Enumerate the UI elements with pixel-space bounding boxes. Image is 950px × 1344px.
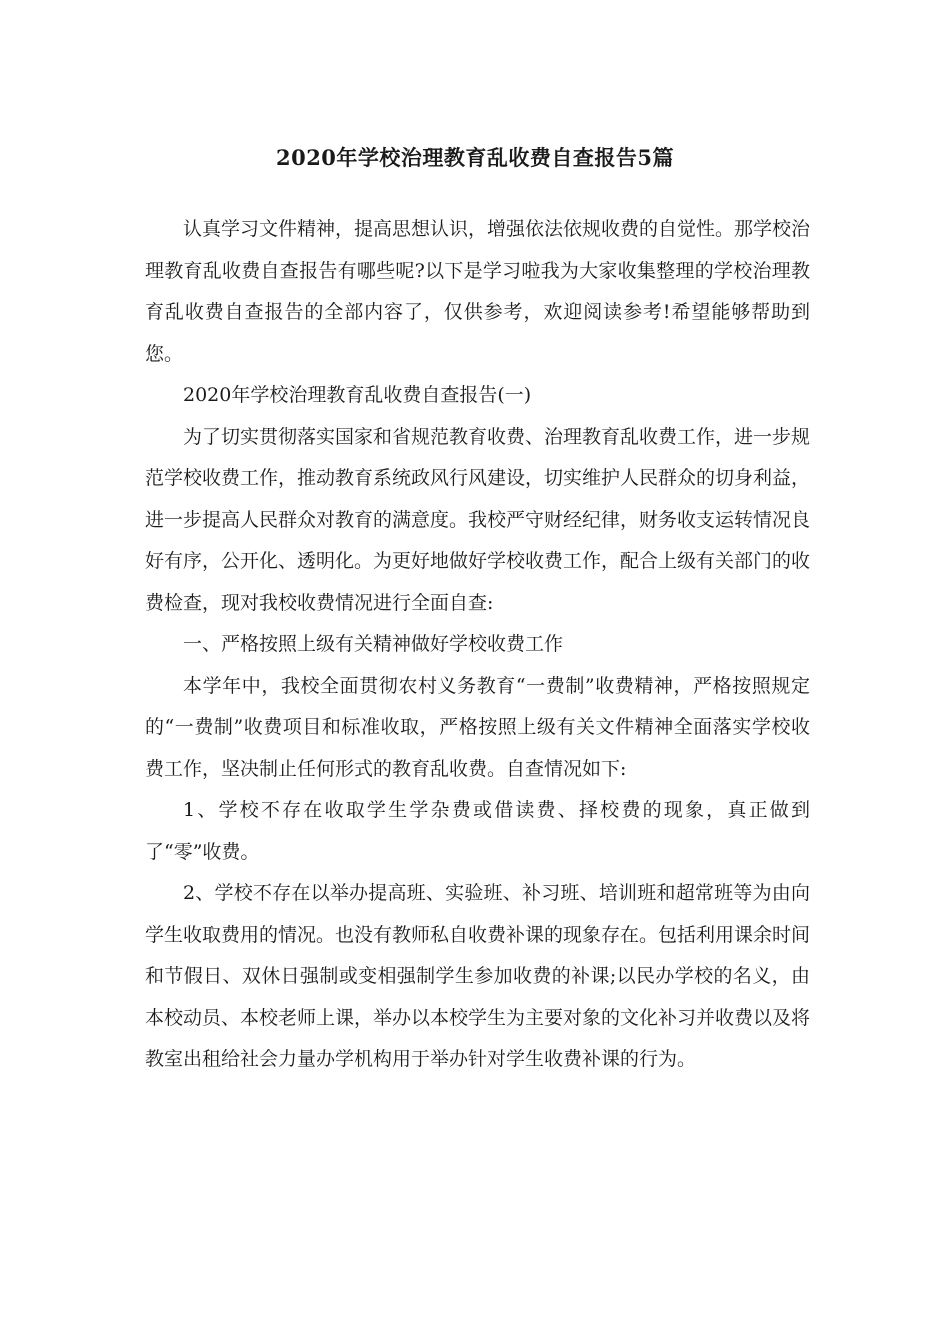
document-title: 2020年学校治理教育乱收费自查报告5篇 bbox=[275, 145, 675, 170]
paragraph-overview: 本学年中，我校全面贯彻农村义务教育“一费制”收费精神，严格按照规定的“一费制”收费项目和标准收取，严格按照上级有关文件精神全面落实学校收费工作，坚决制止任何形式的教育乱收费。自查情况如下: bbox=[145, 674, 810, 780]
paragraph-purpose: 为了切实贯彻落实国家和省规范教育收费、治理教育乱收费工作，进一步规范学校收费工作，推动教育系统政风行风建设，切实维护人民群众的切身利益，进一步提高人民群众对教育的满意度。我校严守财经纪律，财务收支运转情况良好有序，公开化、透明化。为更好地做好学校收费工作，配合上级有关部门的收费检查，现对我校收费情况进行全面自查: bbox=[145, 425, 811, 614]
document-body bbox=[145, 209, 810, 1081]
paragraph-intro: 认真学习文件精神，提高思想认识，增强依法依规收费的自觉性。那学校治理教育乱收费自查报告有哪些呢?以下是学习啦我为大家收集整理的学校治理教育乱收费自查报告的全部内容了，仅供参考，欢迎阅读参考!希望能够帮助到您。 bbox=[145, 218, 811, 365]
paragraph-item-1: 1、学校不存在收取学生学杂费或借读费、择校费的现象，真正做到了“零”收费。 bbox=[145, 799, 810, 863]
paragraph-item-2: 2、学校不存在以举办提高班、实验班、补习班、培训班和超常班等为由向学生收取费用的情况。也没有教师私自收费补课的现象存在。包括利用课余时间和节假日、双休日强制或变相强制学生参加收费的补课;以民办学校的名义，由本校动员、本校老师上课，举办以本校学生为主要对象的文化补习并收费以及将教室出租给社会力量办学机构用于举办针对学生收费补课的行为。 bbox=[145, 882, 811, 1070]
paragraph-section-heading: 2020年学校治理教育乱收费自查报告(一) bbox=[183, 384, 532, 406]
paragraph-subheading: 一、严格按照上级有关精神做好学校收费工作 bbox=[183, 633, 564, 655]
